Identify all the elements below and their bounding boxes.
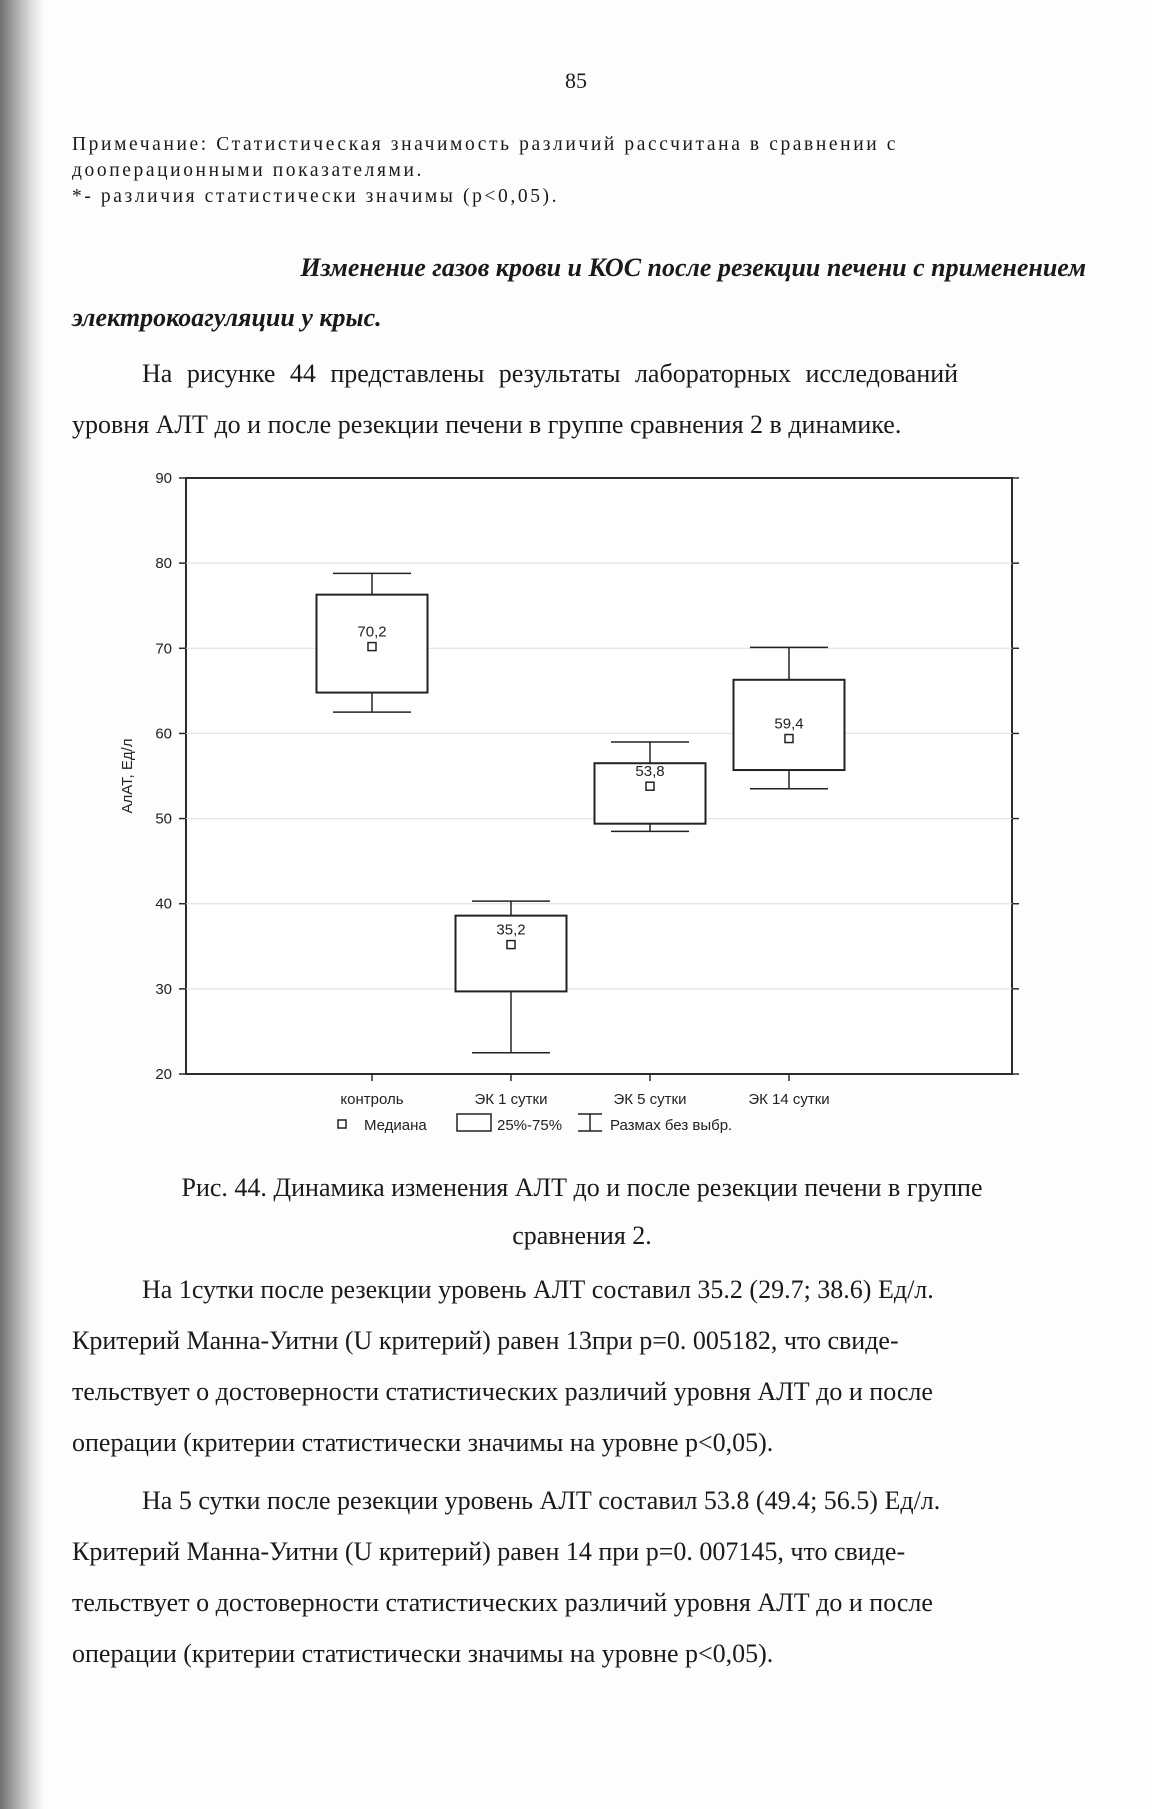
x-tick-label: ЭК 5 сутки <box>613 1091 687 1108</box>
legend-median-marker <box>338 1120 346 1128</box>
chart-legend <box>338 1114 732 1134</box>
section-heading <box>72 243 1092 343</box>
caption-line: Рис. 44. Динамика изменения АЛТ до и после резекции печени в группе <box>181 1173 983 1202</box>
legend-median-label: Медиана <box>364 1117 427 1134</box>
median-marker <box>368 643 376 651</box>
paragraph-line: На рисунке 44 представлены результаты лабораторных исследований <box>142 359 959 388</box>
y-tick-label: 70 <box>155 640 172 658</box>
median-label: 53,8 <box>635 763 665 781</box>
result-paragraph-day5 <box>72 1475 1090 1679</box>
y-tick-label: 80 <box>155 555 172 573</box>
median-label: 35,2 <box>496 921 526 939</box>
paragraph-line: На 5 сутки после резекции уровень АЛТ составил 53.8 (49.4; 56.5) Ед/л. <box>142 1486 941 1515</box>
result-paragraph-day1 <box>72 1264 1090 1468</box>
y-axis-label: АлАТ, Ед/л <box>119 738 136 814</box>
median-marker <box>646 782 654 790</box>
figure-caption <box>72 1164 1092 1260</box>
paragraph-line: операции (критерии статистически значимы на уровне p<0,05). <box>72 1428 774 1457</box>
note-line: Примечание: Статистическая значимость различий рассчитана в сравнении с <box>72 134 898 155</box>
book-spine-shadow <box>0 0 44 1809</box>
x-tick-label: контроль <box>340 1091 404 1108</box>
y-tick-label: 30 <box>155 980 172 998</box>
y-tick-label: 40 <box>155 895 172 913</box>
y-tick-label: 20 <box>155 1066 172 1083</box>
paragraph-line: операции (критерии статистически значимы на уровне p<0,05). <box>72 1639 774 1668</box>
legend-whisker-marker <box>578 1114 602 1131</box>
table-note <box>72 132 1092 210</box>
paragraph-line: На 1сутки после резекции уровень АЛТ составил 35.2 (29.7; 38.6) Ед/л. <box>142 1275 934 1304</box>
y-tick-label: 60 <box>155 725 172 743</box>
heading-line: электрокоагуляции у крыс. <box>72 303 382 332</box>
note-line: дооперационными показателями. <box>72 160 424 181</box>
legend-whisker-label: Размах без выбр. <box>610 1117 733 1134</box>
paragraph-line: Критерий Манна-Уитни (U критерий) равен 14 при p=0. 007145, что свиде- <box>72 1537 906 1566</box>
paragraph-line: уровня АЛТ до и после резекции печени в группе сравнения 2 в динамике. <box>72 410 902 439</box>
alt-box-plot <box>100 462 1040 1142</box>
legend-box-marker <box>457 1114 491 1131</box>
x-axis-tick-labels <box>340 1074 829 1108</box>
median-label: 70,2 <box>357 623 387 641</box>
heading-line: Изменение газов крови и КОС после резекции печени с применением <box>300 253 1086 282</box>
median-marker <box>785 735 793 743</box>
caption-line: сравнения 2. <box>512 1221 652 1250</box>
intro-paragraph <box>72 348 1090 450</box>
paragraph-line: Критерий Манна-Уитни (U критерий) равен 13при p=0. 005182, что свиде- <box>72 1326 899 1355</box>
x-tick-label: ЭК 1 сутки <box>474 1091 548 1108</box>
note-line: *- различия статистически значимы (p<0,05). <box>72 186 560 207</box>
x-tick-label: ЭК 14 сутки <box>748 1091 830 1108</box>
y-tick-label: 50 <box>155 810 172 828</box>
paragraph-line: тельствует о достоверности статистических различий уровня АЛТ до и после <box>72 1377 933 1406</box>
paragraph-line: тельствует о достоверности статистических различий уровня АЛТ до и после <box>72 1588 933 1617</box>
median-label: 59,4 <box>774 715 804 733</box>
legend-box-label: 25%-75% <box>497 1117 563 1134</box>
y-tick-label: 90 <box>155 470 172 487</box>
box-group <box>317 573 428 712</box>
page-number: 85 <box>565 68 587 93</box>
median-marker <box>507 941 515 949</box>
